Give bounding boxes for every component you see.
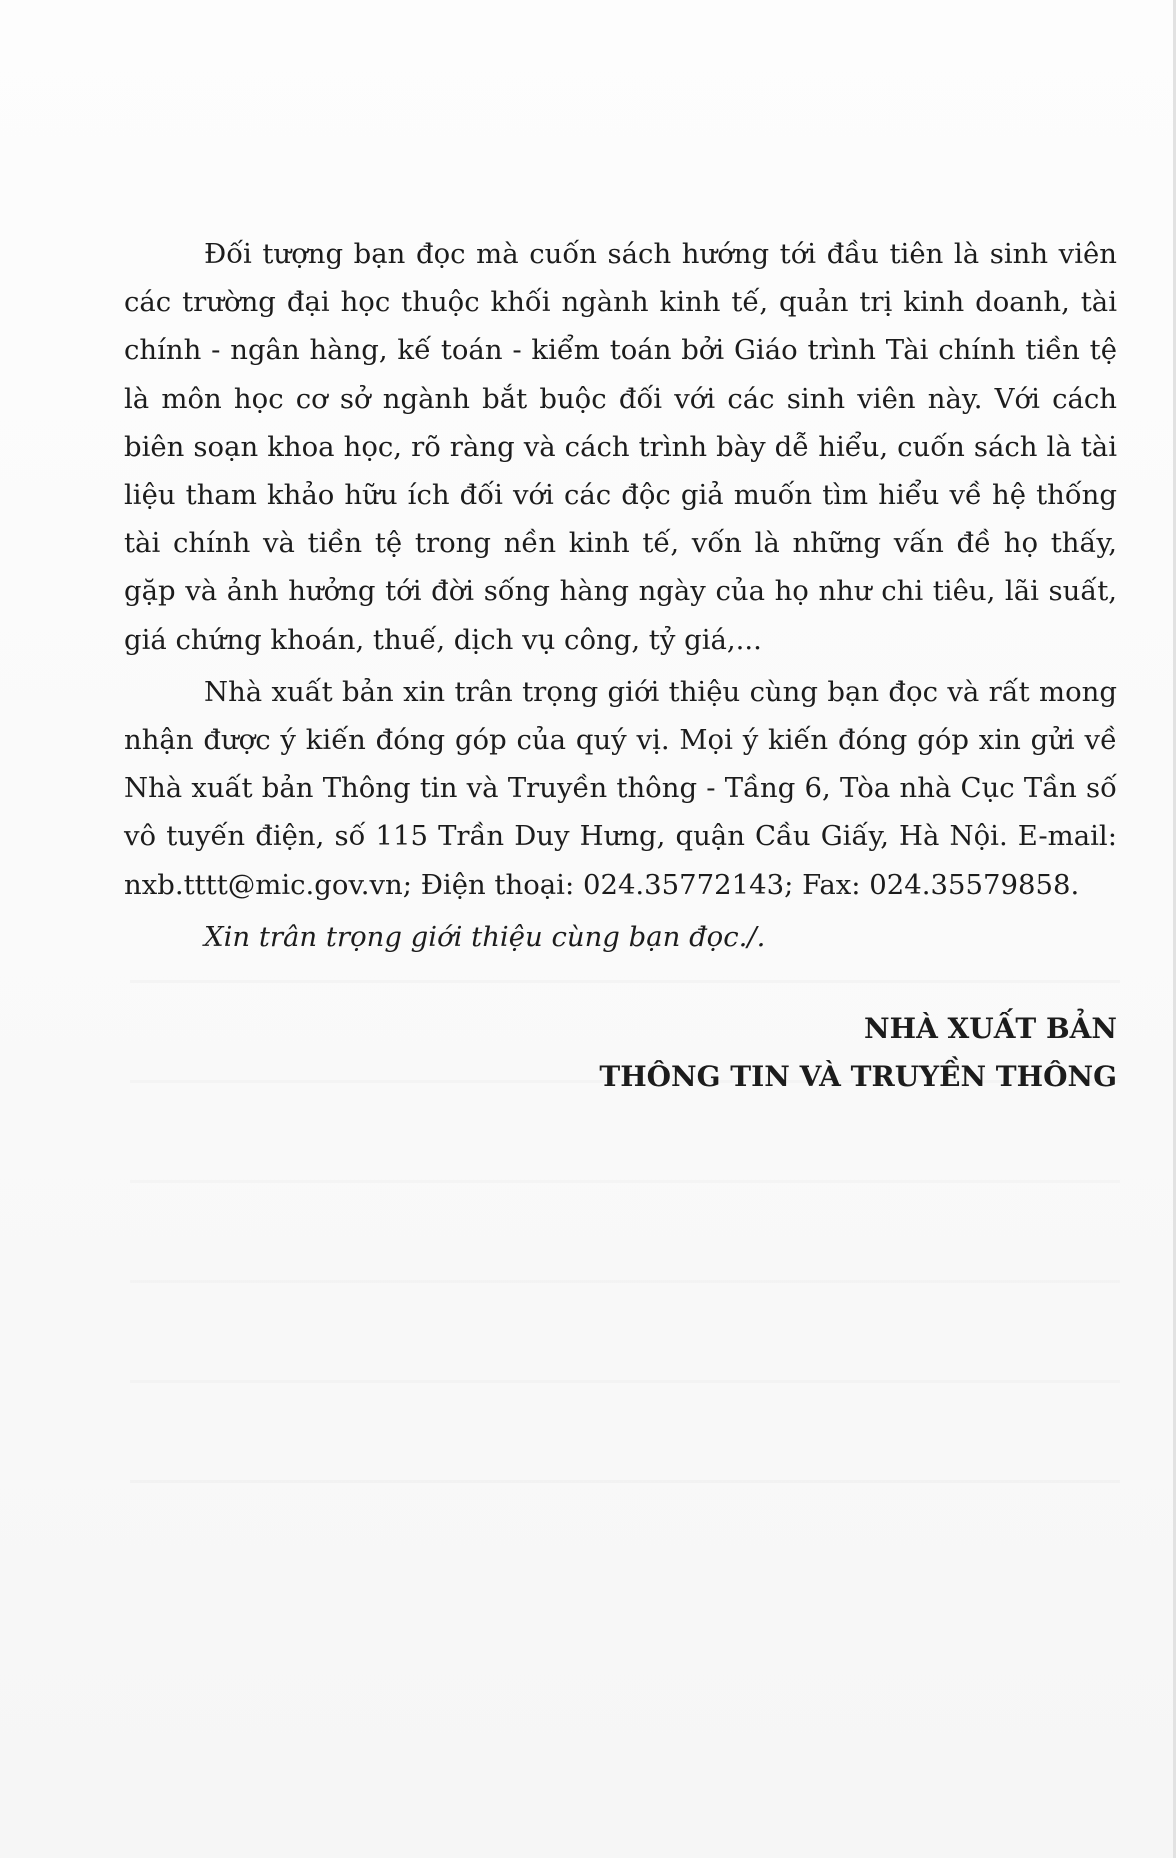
- closing-line: Xin trân trọng giới thiệu cùng bạn đọc./.: [204, 920, 766, 953]
- show-through-line: [130, 1480, 1120, 1483]
- body-text: [124, 230, 1117, 1101]
- publisher-signature: [124, 1005, 1117, 1101]
- show-through-line: [130, 1280, 1120, 1283]
- show-through-line: [130, 1380, 1120, 1383]
- publisher-name-line2: THÔNG TIN VÀ TRUYỀN THÔNG: [599, 1060, 1117, 1094]
- paragraph-contact: Nhà xuất bản xin trân trọng giới thiệu cùng bạn đọc và rất mong nhận được ý kiến đóng góp của quý vị. Mọi ý kiến đóng góp xin gửi về Nhà xuất bản Thông tin và Truyền thông - Tầng 6, Tòa nhà Cục Tần số vô tuyến điện, số 115 Trần Duy Hưng, quận Cầu Giấy, Hà Nội. E-mail: nxb.tttt@mic.gov.vn; Điện thoại: 024.35772143; Fax: 024.35579858.: [124, 675, 1117, 901]
- publisher-name-line1: NHÀ XUẤT BẢN: [864, 1012, 1117, 1046]
- show-through-line: [130, 1180, 1120, 1183]
- paragraph-audience: Đối tượng bạn đọc mà cuốn sách hướng tới đầu tiên là sinh viên các trường đại học thuộc khối ngành kinh tế, quản trị kinh doanh, tài chính - ngân hàng, kế toán - kiểm toán bởi Giáo trình Tài chính tiền tệ là môn học cơ sở ngành bắt buộc đối với các sinh viên này. Với cách biên soạn khoa học, rõ ràng và cách trình bày dễ hiểu, cuốn sách là tài liệu tham khảo hữu ích đối với các độc giả muốn tìm hiểu về hệ thống tài chính và tiền tệ trong nền kinh tế, vốn là những vấn đề họ thấy, gặp và ảnh hưởng tới đời sống hàng ngày của họ như chi tiêu, lãi suất, giá chứng khoán, thuế, dịch vụ công, tỷ giá,...: [124, 238, 1117, 656]
